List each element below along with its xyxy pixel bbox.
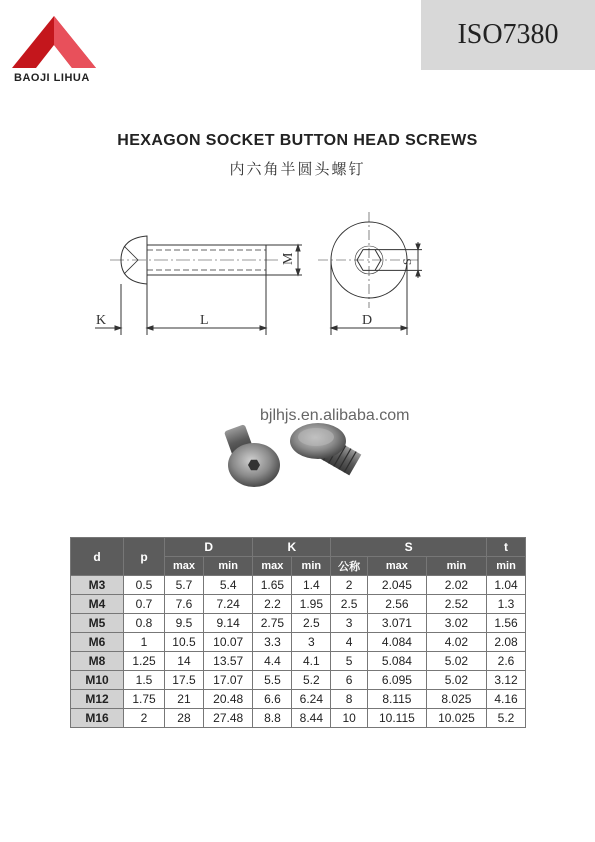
- table-cell: 4.16: [487, 690, 526, 709]
- table-row: [71, 576, 526, 595]
- table-cell: 3.3: [253, 633, 292, 652]
- table-cell: 10: [331, 709, 368, 728]
- table-cell: 2.6: [487, 652, 526, 671]
- screw-right: [290, 423, 361, 475]
- header-t: t: [487, 538, 526, 557]
- table-cell: 2.52: [426, 595, 486, 614]
- website-watermark: bjlhjs.en.alibaba.com: [260, 407, 410, 424]
- header-S-max: max: [368, 557, 427, 576]
- table-cell: 3: [331, 614, 368, 633]
- table-cell: 2.02: [426, 576, 486, 595]
- table-cell: 0.8: [124, 614, 165, 633]
- table-cell: M10: [71, 671, 124, 690]
- table-cell: 9.5: [165, 614, 204, 633]
- table-cell: 5.7: [165, 576, 204, 595]
- header-S-nominal: 公称: [331, 557, 368, 576]
- technical-drawing: [0, 200, 595, 340]
- table-cell: 6.095: [368, 671, 427, 690]
- table-cell: 5.4: [203, 576, 253, 595]
- table-cell: M12: [71, 690, 124, 709]
- table-row: [71, 690, 526, 709]
- table-cell: 1.4: [292, 576, 331, 595]
- dim-label-s: S: [400, 258, 414, 265]
- header-D: D: [165, 538, 253, 557]
- header-S-min: min: [426, 557, 486, 576]
- table-cell: 2: [124, 709, 165, 728]
- table-cell: M16: [71, 709, 124, 728]
- table-cell: 8.44: [292, 709, 331, 728]
- table-cell: 3.02: [426, 614, 486, 633]
- table-cell: 0.5: [124, 576, 165, 595]
- table-cell: 1.04: [487, 576, 526, 595]
- table-cell: 28: [165, 709, 204, 728]
- logo-text: BAOJI LIHUA: [14, 72, 90, 84]
- table-cell: 13.57: [203, 652, 253, 671]
- table-cell: 4.4: [253, 652, 292, 671]
- table-cell: M4: [71, 595, 124, 614]
- table-cell: 8: [331, 690, 368, 709]
- table-cell: 2.56: [368, 595, 427, 614]
- header-D-min: min: [203, 557, 253, 576]
- table-cell: 2.2: [253, 595, 292, 614]
- table-cell: 1.5: [124, 671, 165, 690]
- standard-badge: [421, 0, 595, 70]
- standard-label: ISO7380: [457, 19, 559, 50]
- table-row: [71, 671, 526, 690]
- spec-table: [70, 537, 526, 728]
- table-cell: 5: [331, 652, 368, 671]
- table-cell: 1.65: [253, 576, 292, 595]
- table-row: [71, 633, 526, 652]
- table-cell: 3.12: [487, 671, 526, 690]
- screw-left: [224, 424, 280, 487]
- dim-label-m: M: [281, 252, 296, 265]
- table-cell: 17.5: [165, 671, 204, 690]
- header-K-min: min: [292, 557, 331, 576]
- table-cell: 7.6: [165, 595, 204, 614]
- table-cell: 2.75: [253, 614, 292, 633]
- header-K-max: max: [253, 557, 292, 576]
- table-row: [71, 595, 526, 614]
- table-cell: M3: [71, 576, 124, 595]
- table-cell: 8.025: [426, 690, 486, 709]
- product-photo: [210, 415, 390, 505]
- table-cell: 5.2: [292, 671, 331, 690]
- header-d: d: [71, 538, 124, 576]
- table-cell: 6: [331, 671, 368, 690]
- table-cell: 21: [165, 690, 204, 709]
- table-cell: 7.24: [203, 595, 253, 614]
- logo-triangle-icon: [10, 12, 100, 72]
- table-cell: 5.5: [253, 671, 292, 690]
- table-cell: 10.5: [165, 633, 204, 652]
- table-cell: 1: [124, 633, 165, 652]
- table-cell: 1.75: [124, 690, 165, 709]
- table-cell: M8: [71, 652, 124, 671]
- page-subtitle-cn: 内六角半圆头螺钉: [229, 161, 366, 178]
- table-row: [71, 652, 526, 671]
- table-cell: 5.084: [368, 652, 427, 671]
- table-cell: 8.8: [253, 709, 292, 728]
- table-cell: 2.5: [292, 614, 331, 633]
- table-cell: 3.071: [368, 614, 427, 633]
- dim-label-d: D: [362, 313, 373, 328]
- page-title: HEXAGON SOCKET BUTTON HEAD SCREWS: [117, 132, 478, 149]
- table-cell: M5: [71, 614, 124, 633]
- table-row: [71, 614, 526, 633]
- header-K: K: [253, 538, 331, 557]
- table-cell: 2.045: [368, 576, 427, 595]
- table-cell: 10.025: [426, 709, 486, 728]
- table-cell: 4.02: [426, 633, 486, 652]
- table-cell: 6.24: [292, 690, 331, 709]
- table-cell: 9.14: [203, 614, 253, 633]
- table-cell: 3: [292, 633, 331, 652]
- table-cell: 10.07: [203, 633, 253, 652]
- table-cell: M6: [71, 633, 124, 652]
- table-cell: 2: [331, 576, 368, 595]
- table-cell: 4.084: [368, 633, 427, 652]
- table-cell: 1.3: [487, 595, 526, 614]
- table-row: [71, 709, 526, 728]
- table-cell: 6.6: [253, 690, 292, 709]
- table-cell: 2.5: [331, 595, 368, 614]
- header-p: p: [124, 538, 165, 576]
- table-cell: 14: [165, 652, 204, 671]
- table-cell: 4: [331, 633, 368, 652]
- table-cell: 27.48: [203, 709, 253, 728]
- spec-table-body: [71, 576, 526, 728]
- table-cell: 4.1: [292, 652, 331, 671]
- table-cell: 0.7: [124, 595, 165, 614]
- table-cell: 5.02: [426, 652, 486, 671]
- dim-label-l: L: [200, 313, 209, 328]
- header-D-max: max: [165, 557, 204, 576]
- table-cell: 1.56: [487, 614, 526, 633]
- table-cell: 8.115: [368, 690, 427, 709]
- dim-label-k: K: [96, 313, 107, 328]
- table-cell: 10.115: [368, 709, 427, 728]
- table-cell: 5.2: [487, 709, 526, 728]
- table-cell: 1.95: [292, 595, 331, 614]
- table-cell: 5.02: [426, 671, 486, 690]
- table-cell: 20.48: [203, 690, 253, 709]
- company-logo: [10, 12, 100, 82]
- header-t-min: min: [487, 557, 526, 576]
- table-cell: 2.08: [487, 633, 526, 652]
- header-S: S: [331, 538, 487, 557]
- table-cell: 1.25: [124, 652, 165, 671]
- table-cell: 17.07: [203, 671, 253, 690]
